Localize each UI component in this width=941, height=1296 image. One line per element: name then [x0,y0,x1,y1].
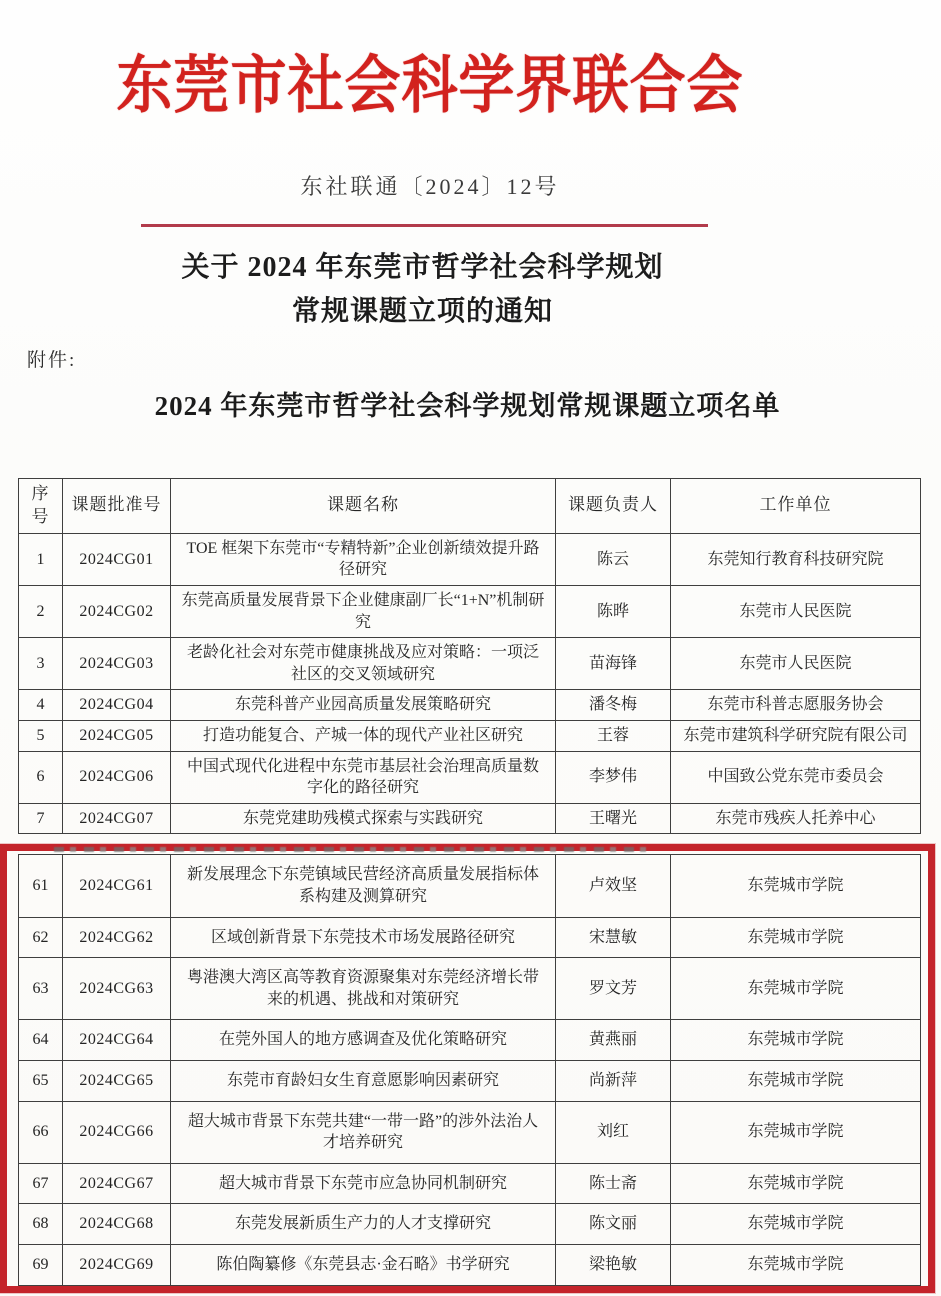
row-title-cell: 粤港澳大湾区高等教育资源聚集对东莞经济增长带来的机遇、挑战和对策研究 [171,958,556,1020]
row-title-cell: 超大城市背景下东莞市应急协同机制研究 [171,1163,556,1204]
row-unit-cell: 东莞市人民医院 [671,586,921,638]
row-code-cell: 2024CG64 [63,1020,171,1061]
row-title-cell: 新发展理念下东莞镇域民营经济高质量发展指标体系构建及测算研究 [171,855,556,917]
row-title-cell: 东莞发展新质生产力的人才支撑研究 [171,1204,556,1245]
row-leader-cell: 王曙光 [556,803,671,834]
row-leader-cell: 陈士斋 [556,1163,671,1204]
row-code-cell: 2024CG03 [63,638,171,690]
organization-title: 东莞市社会科学界联合会 [116,51,744,122]
row-no-cell: 4 [19,690,63,721]
row-code-cell: 2024CG68 [63,1204,171,1245]
letterhead-divider-rule [141,224,708,227]
table-row [19,855,921,917]
row-unit-cell: 东莞知行教育科技研究院 [671,533,921,585]
column-header: 序号 [19,479,63,534]
row-title-cell: 东莞党建助残模式探索与实践研究 [171,803,556,834]
project-table-zone [18,478,920,1296]
column-header: 课题批准号 [63,479,171,534]
row-title-cell: 区域创新背景下东莞技术市场发展路径研究 [171,917,556,958]
table-row [19,1163,921,1204]
table-row [19,751,921,803]
row-title-cell: 东莞市育龄妇女生育意愿影响因素研究 [171,1060,556,1101]
row-unit-cell: 东莞城市学院 [671,1244,921,1285]
table-row [19,1204,921,1245]
table-row [19,1244,921,1285]
notice-title [0,246,845,334]
row-title-cell: TOE 框架下东莞市“专精特新”企业创新绩效提升路径研究 [171,533,556,585]
document-number: 东社联通〔2024〕12号 [300,174,560,199]
table-header-row [19,479,921,534]
column-header: 工作单位 [671,479,921,534]
row-leader-cell: 陈晔 [556,586,671,638]
row-unit-cell: 东莞城市学院 [671,958,921,1020]
row-no-cell: 61 [19,855,63,917]
occluded-row-sliver-top [18,844,920,854]
row-leader-cell: 梁艳敏 [556,1244,671,1285]
row-no-cell: 63 [19,958,63,1020]
row-code-cell: 2024CG63 [63,958,171,1020]
row-unit-cell: 东莞市建筑科学研究院有限公司 [671,721,921,752]
row-no-cell: 68 [19,1204,63,1245]
row-no-cell: 1 [19,533,63,585]
row-unit-cell: 东莞城市学院 [671,1020,921,1061]
row-unit-cell: 东莞城市学院 [671,855,921,917]
row-unit-cell: 东莞城市学院 [671,1204,921,1245]
row-title-cell: 在莞外国人的地方感调查及优化策略研究 [171,1020,556,1061]
table-row [19,638,921,690]
row-code-cell: 2024CG05 [63,721,171,752]
row-leader-cell: 陈文丽 [556,1204,671,1245]
row-no-cell: 7 [19,803,63,834]
row-leader-cell: 刘红 [556,1101,671,1163]
row-leader-cell: 李梦伟 [556,751,671,803]
row-leader-cell: 苗海锋 [556,638,671,690]
row-no-cell: 69 [19,1244,63,1285]
row-no-cell: 3 [19,638,63,690]
notice-title-line2: 常规课题立项的通知 [291,296,553,327]
row-code-cell: 2024CG06 [63,751,171,803]
row-unit-cell: 东莞市人民医院 [671,638,921,690]
row-leader-cell: 宋慧敏 [556,917,671,958]
row-unit-cell: 东莞城市学院 [671,1060,921,1101]
row-code-cell: 2024CG07 [63,803,171,834]
clipped-glyph-artifact [54,847,649,852]
row-leader-cell: 黄燕丽 [556,1020,671,1061]
column-header: 课题名称 [171,479,556,534]
occluded-row-sliver-bottom [18,1293,920,1296]
row-unit-cell: 东莞市科普志愿服务协会 [671,690,921,721]
table-row [19,803,921,834]
row-unit-cell: 中国致公党东莞市委员会 [671,751,921,803]
row-no-cell: 67 [19,1163,63,1204]
row-leader-cell: 卢效坚 [556,855,671,917]
row-title-cell: 中国式现代化进程中东莞市基层社会治理高质量数字化的路径研究 [171,751,556,803]
row-no-cell: 6 [19,751,63,803]
row-title-cell: 陈伯陶纂修《东莞县志·金石略》书学研究 [171,1244,556,1285]
row-title-cell: 老龄化社会对东莞市健康挑战及应对策略：一项泛社区的交叉领域研究 [171,638,556,690]
row-no-cell: 2 [19,586,63,638]
row-code-cell: 2024CG02 [63,586,171,638]
row-code-cell: 2024CG62 [63,917,171,958]
project-table-highlighted [18,854,921,1285]
table-row [19,1101,921,1163]
row-code-cell: 2024CG61 [63,855,171,917]
table-row [19,586,921,638]
row-leader-cell: 王蓉 [556,721,671,752]
row-unit-cell: 东莞城市学院 [671,1163,921,1204]
row-leader-cell: 陈云 [556,533,671,585]
row-code-cell: 2024CG01 [63,533,171,585]
project-table-upper [18,478,921,834]
row-code-cell: 2024CG67 [63,1163,171,1204]
row-no-cell: 64 [19,1020,63,1061]
row-code-cell: 2024CG65 [63,1060,171,1101]
table-row [19,690,921,721]
row-code-cell: 2024CG66 [63,1101,171,1163]
row-no-cell: 62 [19,917,63,958]
row-unit-cell: 东莞市残疾人托养中心 [671,803,921,834]
row-leader-cell: 罗文芳 [556,958,671,1020]
table-row [19,1020,921,1061]
row-title-cell: 打造功能复合、产城一体的现代产业社区研究 [171,721,556,752]
row-no-cell: 5 [19,721,63,752]
attachment-label: 附件: [27,350,77,371]
row-title-cell: 东莞高质量发展背景下企业健康副厂长“1+N”机制研究 [171,586,556,638]
row-code-cell: 2024CG69 [63,1244,171,1285]
attachment-list-title: 2024 年东莞市哲学社会科学规划常规课题立项名单 [154,391,781,421]
table-row [19,721,921,752]
column-header: 课题负责人 [556,479,671,534]
table-row [19,917,921,958]
row-leader-cell: 尚新萍 [556,1060,671,1101]
row-leader-cell: 潘冬梅 [556,690,671,721]
row-unit-cell: 东莞城市学院 [671,917,921,958]
highlighted-section [18,844,920,1290]
row-title-cell: 超大城市背景下东莞共建“一带一路”的涉外法治人才培养研究 [171,1101,556,1163]
table-row [19,1060,921,1101]
table-row [19,958,921,1020]
row-unit-cell: 东莞城市学院 [671,1101,921,1163]
notice-title-line1: 关于 2024 年东莞市哲学社会科学规划 [181,252,664,283]
row-no-cell: 66 [19,1101,63,1163]
row-code-cell: 2024CG04 [63,690,171,721]
row-title-cell: 东莞科普产业园高质量发展策略研究 [171,690,556,721]
row-no-cell: 65 [19,1060,63,1101]
table-row [19,533,921,585]
